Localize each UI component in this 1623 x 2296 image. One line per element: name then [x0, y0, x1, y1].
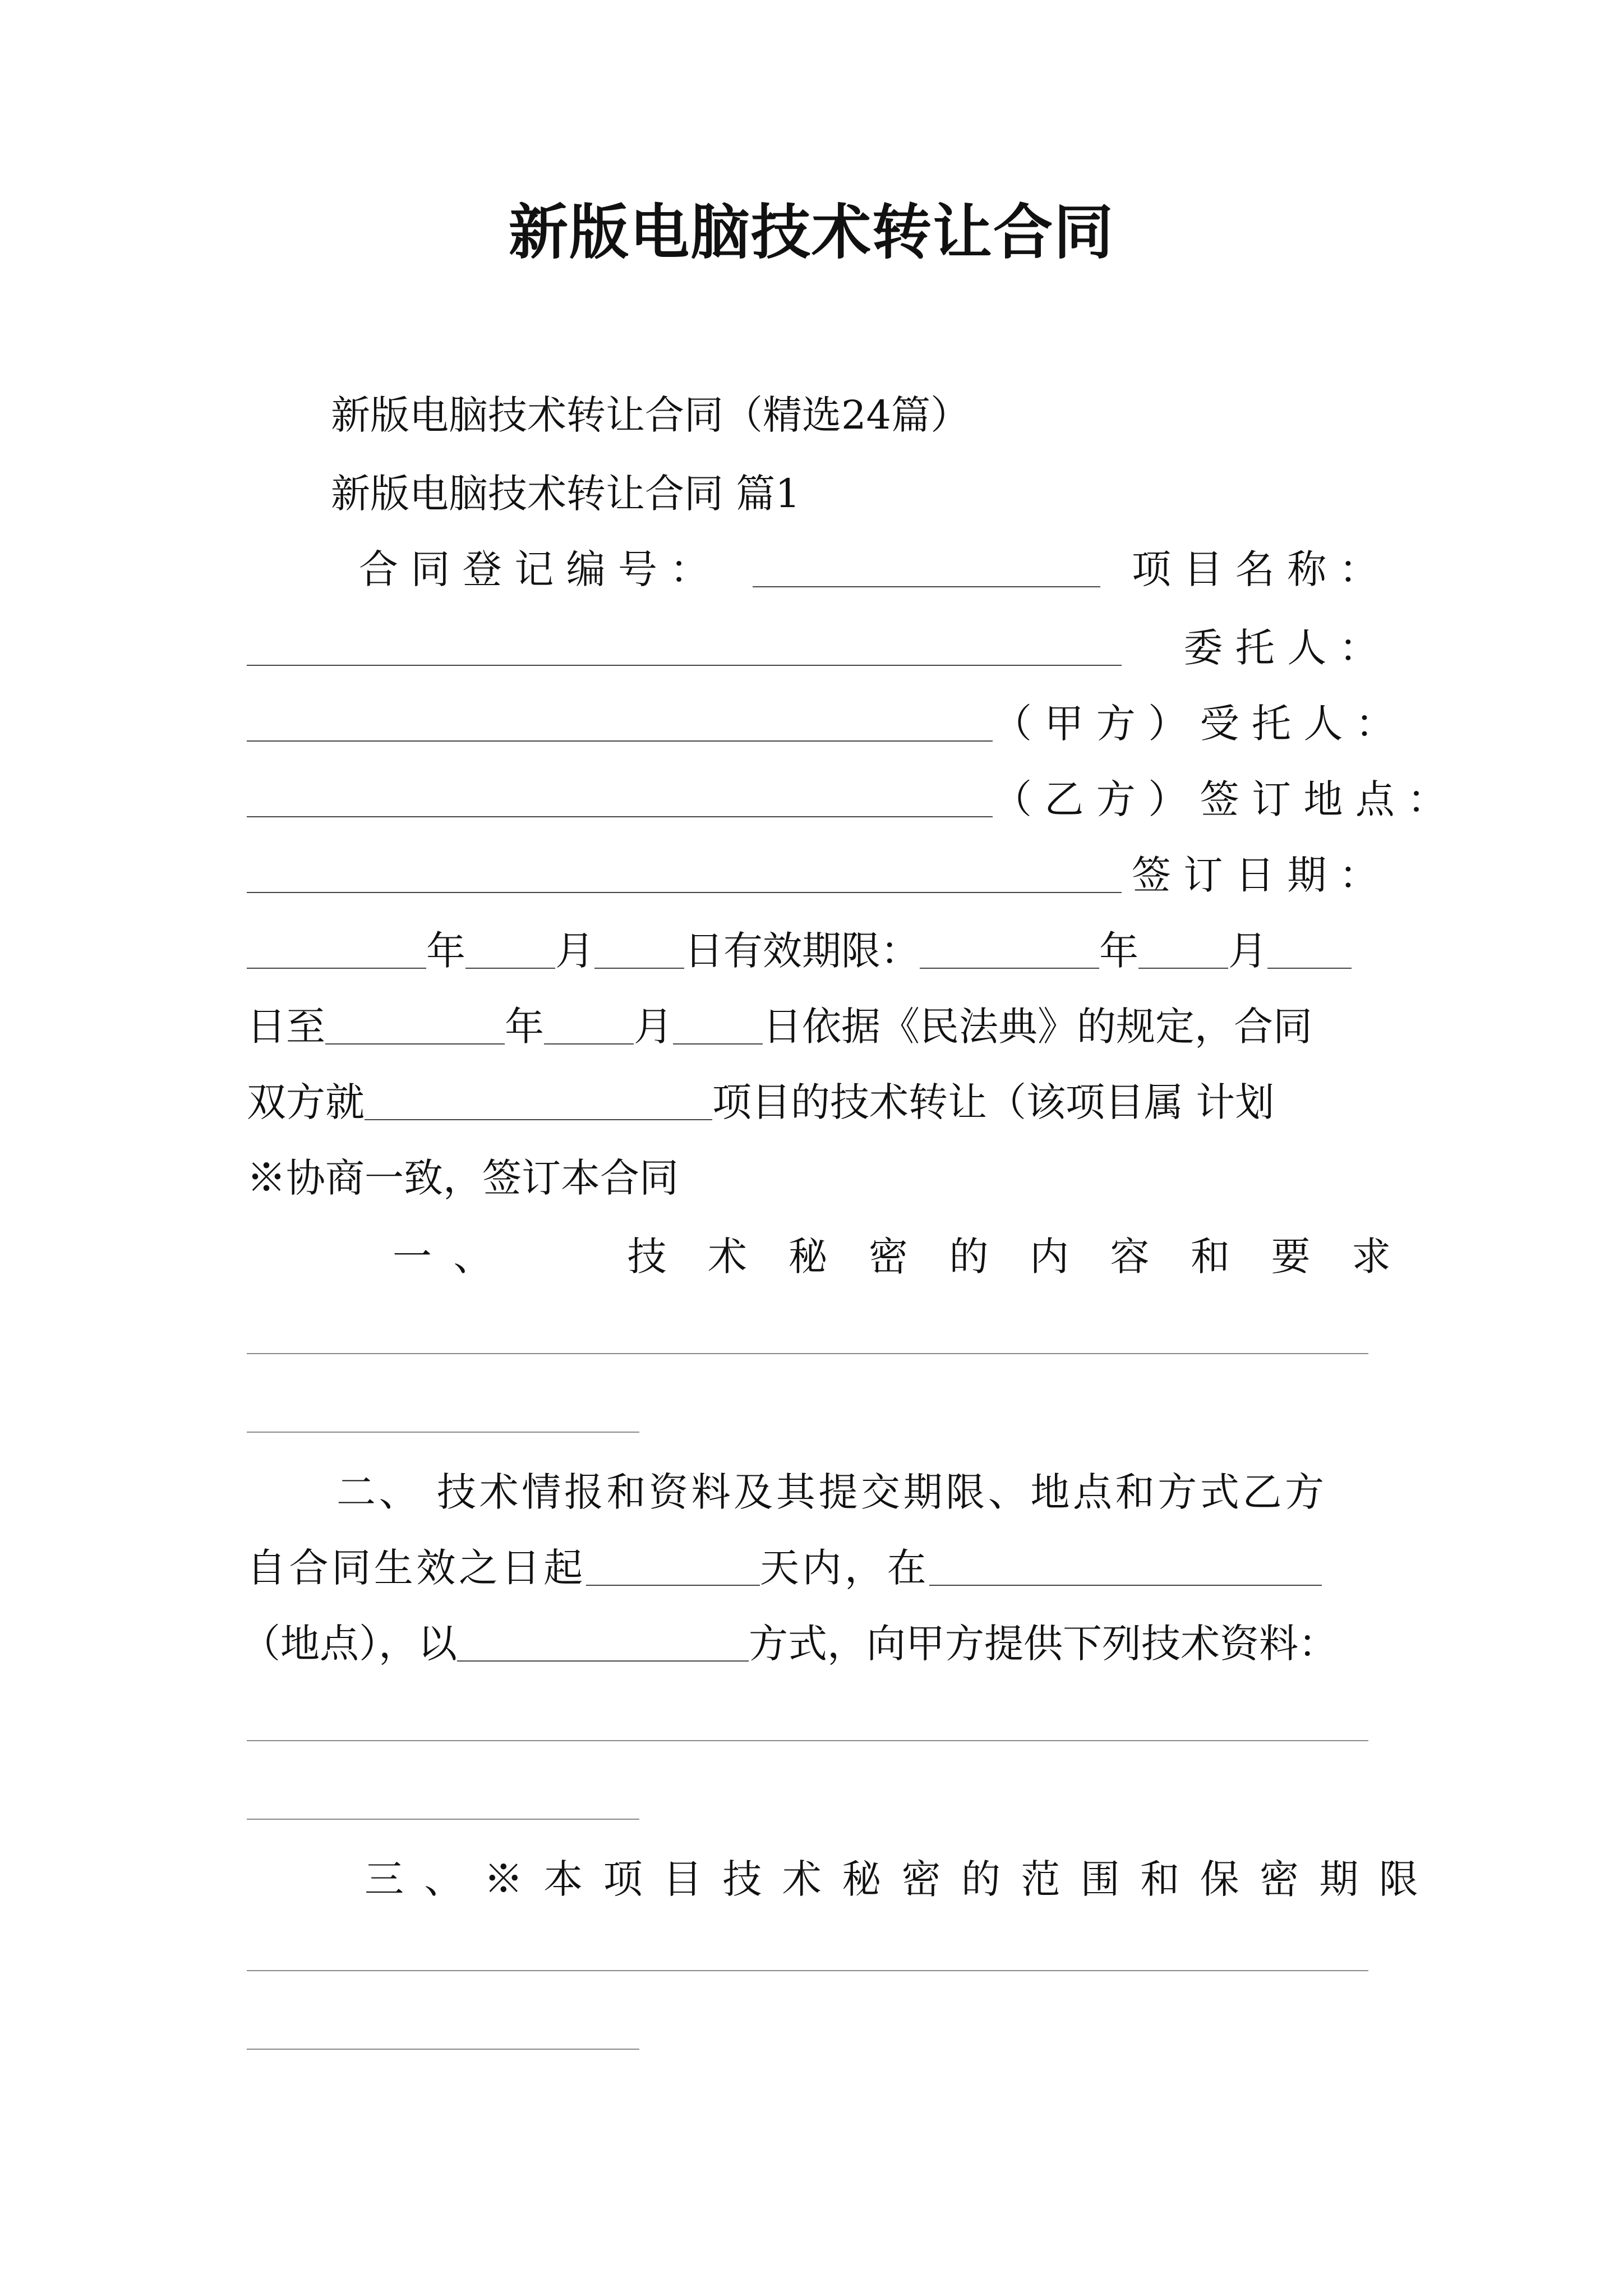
validity-label: 日有效期限：: [684, 928, 920, 974]
sign-day-blank[interactable]: [594, 967, 684, 969]
clause2-timing-line: [247, 1540, 1391, 1596]
start-month-blank[interactable]: [1138, 967, 1228, 969]
clause1-rule-long: [247, 1353, 1368, 1354]
project-name-blank[interactable]: [247, 664, 1122, 666]
day-to-label: 日至: [247, 1004, 325, 1050]
start-day-blank[interactable]: [1267, 967, 1352, 969]
clause1-heading: [393, 1228, 1432, 1285]
project-name-label: 项目名称：: [1132, 546, 1391, 592]
start-year-blank[interactable]: [920, 967, 1099, 969]
clause2-heading-text: 二、 技术情报和资料及其提交期限、地点和方式乙方: [336, 1469, 1327, 1515]
end-month-blank[interactable]: [544, 1043, 634, 1045]
party-a-label: （甲方）受托人：: [993, 701, 1408, 747]
clause3-heading-text: 三、※本项目技术秘密的范围和保密期限: [365, 1856, 1439, 1902]
sign-year-blank[interactable]: [247, 967, 426, 969]
clause3-rule-short: [247, 2049, 639, 2050]
clause3-rule-long: [247, 1970, 1368, 1971]
party-b-label: （乙方）签订地点：: [993, 776, 1459, 822]
registration-line: [359, 541, 1391, 597]
year-label: 年: [505, 1004, 544, 1050]
end-year-blank[interactable]: [325, 1043, 505, 1045]
month-label: 月: [555, 928, 594, 974]
reg-no-blank[interactable]: [753, 586, 1100, 587]
project-transfer-text: 项目的技术转让（该项目属 计划: [712, 1079, 1275, 1125]
agreement-text: ※协商一致，签订本合同: [247, 1155, 679, 1201]
clause1-rule-short: [247, 1432, 639, 1433]
clause2-location-text: （地点），以: [241, 1621, 457, 1667]
section-heading-line: [331, 466, 1475, 522]
sign-month-blank[interactable]: [465, 967, 555, 969]
month-label: 月: [634, 1004, 673, 1050]
month-label: 月: [1228, 928, 1267, 974]
clause2-method-line: [241, 1616, 1385, 1672]
clause2-from-text: 自合同生效之日起: [247, 1545, 586, 1591]
client-line: [247, 620, 1391, 676]
sign-date-line: [247, 847, 1391, 903]
clause1-number: 一、: [393, 1234, 514, 1280]
clause2-days-text: 天内，在: [759, 1545, 930, 1591]
both-parties-label: 双方就: [247, 1079, 365, 1125]
end-day-blank[interactable]: [673, 1043, 763, 1045]
delivery-location-blank[interactable]: [929, 1584, 1322, 1586]
sign-date-label: 签订日期：: [1132, 852, 1391, 898]
clause3-heading: [365, 1851, 1439, 1907]
contractor-blank[interactable]: [247, 816, 993, 817]
agreement-line: [247, 1150, 1391, 1206]
client-label: 委托人：: [1183, 625, 1391, 671]
document-title: 新版电脑技术转让合同: [509, 198, 1114, 267]
validity-line: [247, 923, 1391, 979]
project-line: [247, 1074, 1391, 1130]
clause2-heading: [336, 1464, 1391, 1520]
clause2-method-text: 方式，向甲方提供下列技术资料：: [749, 1621, 1338, 1667]
party-b-line: [247, 771, 1459, 827]
sign-location-blank[interactable]: [247, 891, 1122, 893]
subtitle: 新版电脑技术转让合同（精选24篇）: [331, 392, 970, 438]
clause2-rule-long: [247, 1740, 1368, 1741]
delivery-method-blank[interactable]: [457, 1660, 749, 1662]
period-line: [247, 999, 1391, 1055]
section-heading: 新版电脑技术转让合同 篇1: [331, 471, 800, 517]
party-a-line: [247, 696, 1408, 752]
reg-no-label: 合同登记编号：: [359, 546, 722, 592]
clause2-rule-short: [247, 1819, 639, 1820]
client-blank[interactable]: [247, 740, 993, 742]
legal-basis-text: 日依据《民法典》的规定，合同: [763, 1004, 1312, 1050]
subtitle-line: [331, 387, 1475, 443]
year-label: 年: [426, 928, 465, 974]
clause1-title: 技术秘密的内容和要求: [627, 1234, 1432, 1280]
project-blank[interactable]: [365, 1119, 712, 1120]
year-label: 年: [1099, 928, 1138, 974]
days-blank[interactable]: [586, 1584, 760, 1586]
